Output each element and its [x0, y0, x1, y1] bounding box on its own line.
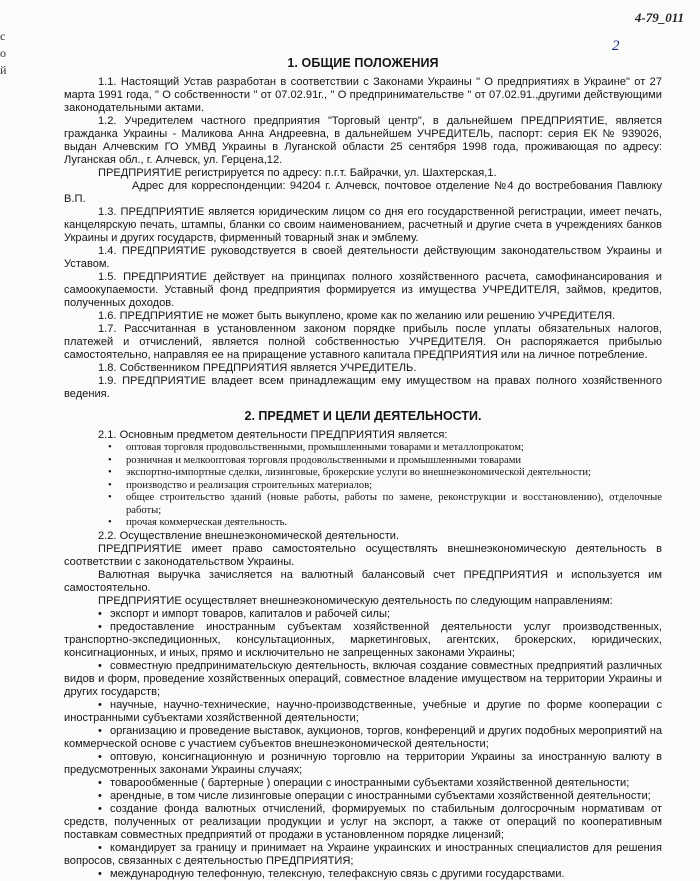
clause-1-4: 1.4. ПРЕДПРИЯТИЕ руководствуется в своей деятельности действующим законодательством Украины и Уставом.	[64, 245, 662, 270]
clause-2-2: 2.2. Осуществление внешнеэкономической деятельности.	[98, 529, 400, 542]
list-item: • экспортно-импортные сделки, лизинговые, брокерские услуги во внешнеэкономической деятельности;	[64, 467, 662, 480]
clause-1-3: 1.3. ПРЕДПРИЯТИЕ является юридическим лицом со дня его государственной регистрации, имеет печать, канцелярскую печать, штампы, бланки со своим наименованием, расчетный и другие счета в учреждениях банков Украины и других государств, фирменный товарный знак и эмблему.	[64, 206, 662, 244]
section-1-title: 1. ОБЩИЕ ПОЛОЖЕНИЯ	[287, 56, 439, 70]
list-item: • организацию и проведение выставок, аукционов, торгов, конференций и других подобных мероприятий на коммерческой основе с участием субъектов внешнеэкономической деятельности;	[64, 724, 662, 750]
clause-2-1: 2.1. Основным предметом деятельности ПРЕДПРИЯТИЯ является:	[98, 429, 448, 441]
list-item: • экспорт и импорт товаров, капиталов и рабочей силы;	[98, 607, 391, 620]
clause-1-9: 1.9. ПРЕДПРИЯТИЕ владеет всем принадлежащим ему имуществом на правах полного хозяйственного ведения.	[64, 375, 662, 400]
document-body	[64, 56, 662, 881]
document-id: 4-79_011	[634, 10, 684, 25]
clause-1-2: 1.2. Учредителем частного предприятия "Торговый центр", в дальнейшем ПРЕДПРИЯТИЕ, является гражданка Украины - Маликова Анна Андреевна, в дальнейшем УЧРЕДИТЕЛЬ, паспорт: серия ЕК № 939026, выдан Алчевским ГО УМВД Украины в Луганской области 25 сентября 1998 года, проживающая по адресу: Луганская обл., г. Алчевск, ул. Герцена,12.	[64, 115, 662, 166]
list-item: • создание фонда валютных отчислений, формируемых по стабильным долгосрочным нормативам от средств, полученных от реализации продукции и услуг на экспорт, а также от операций по кооперативным поставкам совместных предприятий от продажи в установленном порядке лицензий;	[64, 802, 662, 841]
list-item: • товарообменные ( бартерные ) операции с иностранными субъектами хозяйственной деятельности;	[98, 776, 630, 789]
list-item: • научные, научно-технические, научно-производственные, учебные и другие по форме кооперации с иностранными субъектами хозяйственной деятельности;	[64, 698, 662, 724]
handwritten-page-number: 2	[612, 38, 620, 54]
clause-2-2-right: ПРЕДПРИЯТИЕ имеет право самостоятельно осуществлять внешнеэкономическую деятельность в соответствии с законодательством Украины.	[64, 542, 662, 568]
list-item: • общее строительство зданий (новые работы, работы по замене, реконструкции и восстановлению), отделочные работы;	[64, 492, 662, 517]
list-item: • оптовую, консигнационную и розничную торговлю на территории Украины за иностранную валюту в предусмотренных законами Украины случаях;	[64, 750, 662, 776]
left-edge-fragments	[0, 28, 24, 79]
activities-list	[64, 442, 662, 530]
directions-list	[64, 608, 662, 881]
list-item: • производство и реализация строительных материалов;	[64, 480, 662, 493]
edge-fragment: с	[0, 29, 6, 43]
clause-1-6: 1.6. ПРЕДПРИЯТИЕ не может быть выкуплено, кроме как по желанию или решению УЧРЕДИТЕЛЯ.	[98, 310, 616, 322]
section-2-title: 2. ПРЕДМЕТ И ЦЕЛИ ДЕЯТЕЛЬНОСТИ.	[244, 409, 482, 423]
list-item: • арендные, в том числе лизинговые операции с иностранными субъектами хозяйственной деятельности;	[98, 789, 651, 802]
clause-1-8: 1.8. Собственником ПРЕДПРИЯТИЯ является УЧРЕДИТЕЛЬ.	[98, 362, 417, 374]
clause-1-7: 1.7. Рассчитанная в установленном законом порядке прибыль после уплаты обязательных налогов, платежей и отчислений, является полной собственностью УЧРЕДИТЕЛЯ. Он распоряжается прибылью самостоятельно, направляя ее на приращение уставного капитала ПРЕДПРИЯТИЯ или на личное потребление.	[64, 323, 662, 361]
edge-fragment: о	[0, 46, 6, 60]
registration-address: ПРЕДПРИЯТИЕ регистрируется по адресу: п.г.т. Байрачки, ул. Шахтерская,1.	[98, 167, 497, 179]
clause-1-1: 1.1. Настоящий Устав разработан в соответствии с Законами Украины " О предприятиях в Украине" от 27 марта 1991 года, " О собственности " от 07.02.91г., " О предпринимательстве " от 07.02.91.,другими действующими законодательными актами.	[64, 76, 662, 114]
list-item: • командирует за границу и принимает на Украине украинских и иностранных специалистов для решения вопросов, связанных с деятельностью ПРЕДПРИЯТИЯ;	[64, 841, 662, 867]
edge-fragment: й	[0, 63, 7, 77]
list-item: • прочая коммерческая деятельность.	[64, 517, 662, 530]
clause-1-5: 1.5. ПРЕДПРИЯТИЕ действует на принципах полного хозяйственного расчета, самофинансирования и самоокупаемости. Уставный фонд предприятия формируется из имущества УЧРЕДИТЕЛЯ, займов, кредитов, полученных доходов.	[64, 271, 662, 309]
correspondence-address: Адрес для корреспонденции: 94204 г. Алчевск, почтовое отделение №4 до востребования Павлюку В.П.	[64, 180, 662, 205]
clause-2-2-currency: Валютная выручка зачисляется на валютный балансовый счет ПРЕДПРИЯТИЯ и используется им самостоятельно.	[64, 568, 662, 594]
list-item: • международную телефонную, телексную, телефаксную связь с другими государствами.	[98, 867, 565, 880]
clause-2-2-directions-intro: ПРЕДПРИЯТИЕ осуществляет внешнеэкономическую деятельность по следующим направлениям:	[98, 594, 613, 607]
list-item: • оптовая торговля продовольственными, промышленными товарами и металлопрокатом;	[64, 442, 662, 455]
list-item: • предоставление иностранным субъектам хозяйственной деятельности услуг производственных, транспортно-экспедиционных, консультационных, маркетинговых, агентских, брокерских, юридических, консигнационных, и иных, прямо и исключительно не запрещенных законами Украины;	[64, 620, 662, 659]
list-item: • розничная и мелкооптовая торговля продовольственными и промышленными товарами	[64, 455, 662, 468]
list-item: • совместную предпринимательскую деятельность, включая создание совместных предприятий различных видов и форм, проведение хозяйственных операций, совместное владение имуществом на территории Украины и других государств;	[64, 659, 662, 698]
